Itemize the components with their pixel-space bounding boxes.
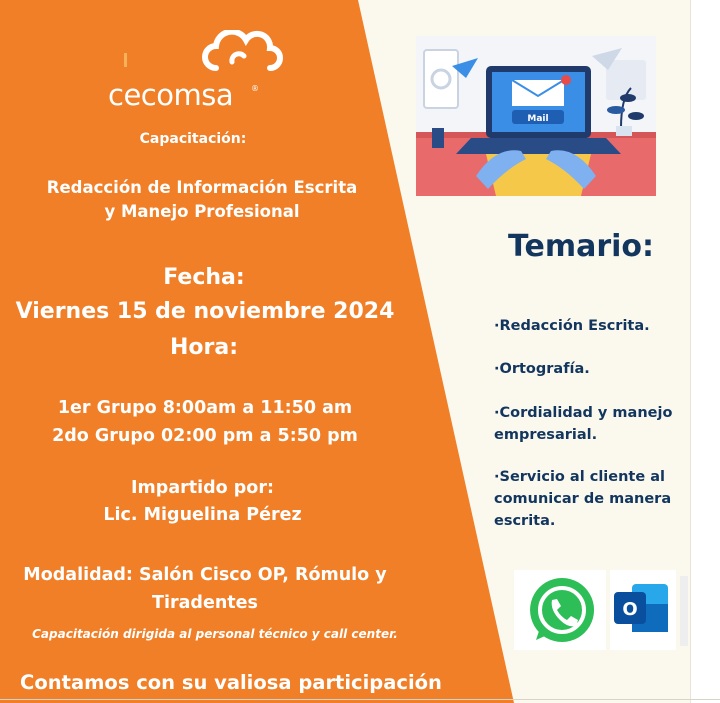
bottom-border-line	[0, 699, 720, 700]
hora-label: Hora:	[169, 335, 239, 360]
brand-logo-text: cecomsa	[108, 78, 234, 112]
capacitacion-label: Capacitación:	[139, 131, 247, 147]
logo-accent-mark	[124, 53, 127, 67]
course-title: Redacción de Información Escrita y Manejo Profesional	[46, 178, 358, 221]
modalidad-text: Modalidad: Salón Cisco OP, Rómulo y Tiradentes	[23, 565, 387, 613]
whatsapp-icon	[530, 578, 594, 642]
fecha-label: Fecha:	[163, 265, 245, 290]
page-edge-line	[690, 0, 691, 703]
instructor-name: Lic. Miguelina Pérez	[103, 505, 302, 525]
outlook-letter: O	[622, 599, 638, 620]
schedule-groups: 1er Grupo 8:00am a 11:50 am 2do Grupo 02:00 pm a 5:50 pm	[52, 398, 358, 446]
topic-item: ·Servicio al cliente al comunicar de manera escrita.	[494, 469, 672, 529]
temario-title: Temario:	[508, 229, 655, 264]
illustration-mail-label: Mail	[527, 114, 549, 124]
email-laptop-illustration	[416, 36, 656, 196]
topic-item: ·Redacción Escrita.	[494, 318, 650, 334]
topic-item: ·Cordialidad y manejo empresarial.	[494, 405, 673, 443]
audience-note: Capacitación dirigida al personal técnico y call center.	[32, 627, 398, 641]
closing-message: Contamos con su valiosa participación	[20, 671, 442, 694]
cloud-logo-icon	[200, 30, 286, 76]
registered-mark: ®	[251, 84, 259, 93]
impartido-label: Impartido por:	[131, 478, 274, 498]
app-icons	[514, 570, 690, 650]
topic-item: ·Ortografía.	[494, 361, 590, 377]
fecha-value: Viernes 15 de noviembre 2024	[15, 299, 395, 324]
